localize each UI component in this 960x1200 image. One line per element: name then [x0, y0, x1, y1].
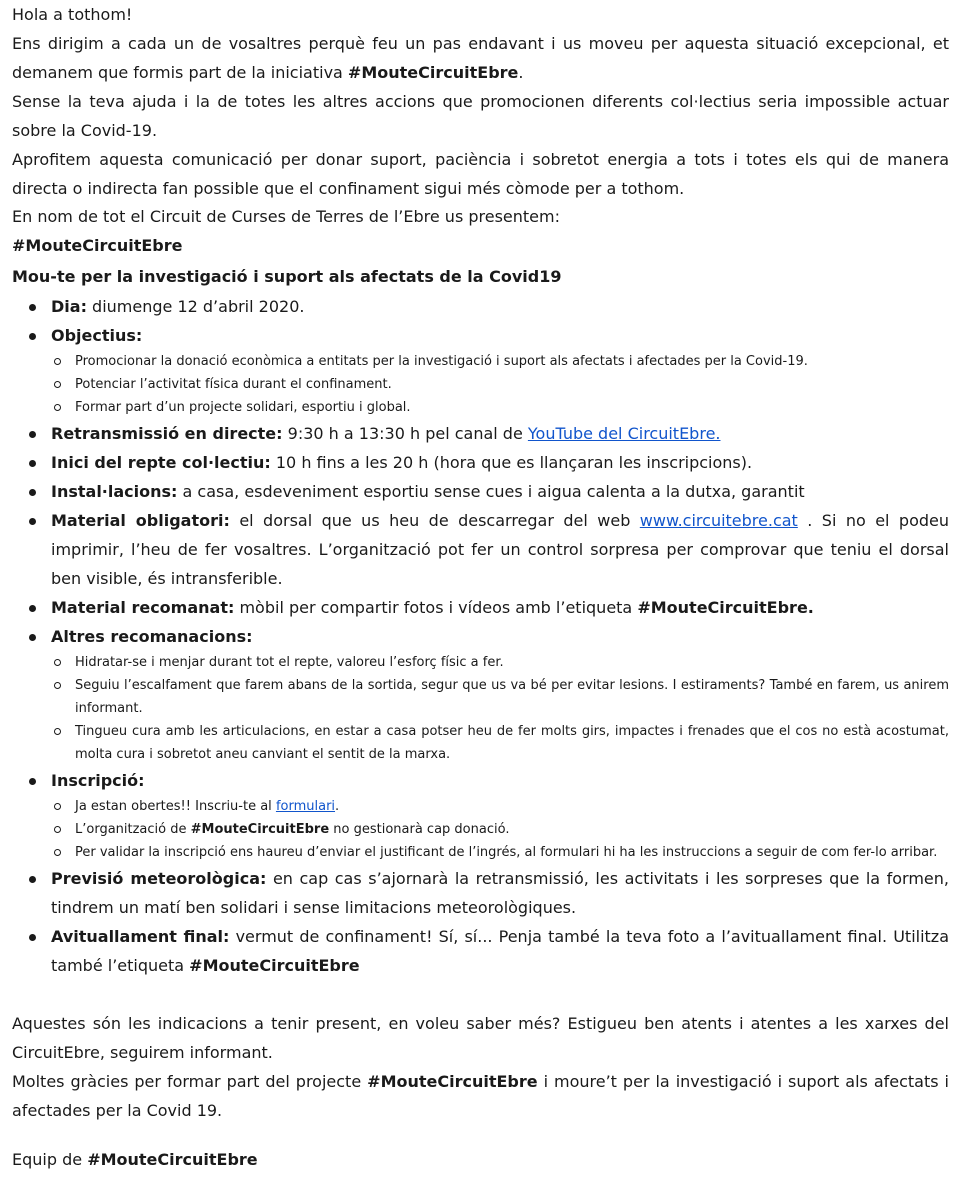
hashtag: #MouteCircuitEbre: [367, 1072, 538, 1091]
support-paragraph: Aprofitem aquesta comunicació per donar suport, paciència i sobretot energia a tots i totes els qui de manera directa o indirecta fan possible que el confinament sigui més còmode per a tothom.: [12, 150, 949, 198]
hashtag: #MouteCircuitEbre: [87, 1150, 258, 1169]
bullet-icon: [29, 634, 36, 641]
item-label: Inscripció:: [51, 771, 145, 790]
sub-item: Hidratar-se i menjar durant tot el repte, valoreu l’esforç físic a fer.: [51, 651, 949, 674]
intro-paragraph: [12, 29, 949, 87]
list-item-objectius: [12, 321, 949, 419]
bullet-icon: [29, 333, 36, 340]
bullet-icon: [29, 518, 36, 525]
objectius-sublist: [51, 350, 949, 419]
list-item-avituallament: [12, 922, 949, 980]
hashtag: #MouteCircuitEbre: [347, 63, 519, 82]
thanks-paragraph: Moltes gràcies per formar part del projecte #MouteCircuitEbre i moure’t per la investigació i suport als afectats i afectades per la Covid 19.: [12, 1072, 950, 1120]
item-text: vermut de confinament! Sí, sí... Penja també la teva foto a l’avituallament final. Utilitza també l’etiqueta: [51, 927, 950, 975]
heading-subtitle: Mou-te per la investigació i suport als afectats de la Covid19: [12, 267, 562, 286]
sub-item: L’organització de #MouteCircuitEbre no gestionarà cap donació.: [51, 818, 949, 841]
hashtag: #MouteCircuitEbre: [190, 822, 330, 837]
youtube-link[interactable]: YouTube del CircuitEbre.: [527, 424, 721, 443]
bullet-icon: [29, 304, 36, 311]
list-item-altres: [12, 622, 949, 766]
item-label: Retransmissió en directe:: [51, 424, 283, 443]
list-item-dia: [12, 292, 949, 321]
item-label: Previsió meteorològica:: [51, 869, 267, 888]
help-paragraph: Sense la teva ajuda i la de totes les altres accions que promocionen diferents col·lectius seria impossible actuar sobre la Covid-19.: [12, 92, 949, 140]
sub-item: Promocionar la donació econòmica a entitats per la investigació i suport als afectats i afectades per la Covid-19.: [51, 350, 949, 373]
bullet-icon: [29, 431, 36, 438]
item-label: Instal·lacions:: [51, 482, 178, 501]
sub-item: Tingueu cura amb les articulacions, en estar a casa potser heu de fer molts girs, impactes i frenades que el cos no està acostumat, molta cura i sobretot aneu canviant el sentit de la marxa.: [51, 720, 949, 766]
website-link[interactable]: www.circuitebre.cat: [639, 511, 798, 530]
item-text: 9:30 h a 13:30 h pel canal de: [282, 424, 528, 443]
intro-end: .: [518, 63, 524, 82]
list-item-previsio: [12, 864, 949, 922]
sub-item: Seguiu l’escalfament que farem abans de la sortida, segur que us va bé per evitar lesions. I estiraments? També en farem, us anirem informant.: [51, 674, 949, 720]
item-text: a casa, esdeveniment esportiu sense cues i aigua calenta a la dutxa, garantit: [177, 482, 805, 501]
circle-bullet-icon: [54, 659, 61, 666]
bullet-icon: [29, 489, 36, 496]
item-label: Material recomanat:: [51, 598, 235, 617]
bullet-icon: [29, 605, 36, 612]
circle-bullet-icon: [54, 728, 61, 735]
item-label: Material obligatori:: [51, 511, 230, 530]
signature: Equip de #MouteCircuitEbre: [12, 1150, 258, 1169]
bullet-icon: [29, 460, 36, 467]
item-text: diumenge 12 d’abril 2020.: [86, 297, 305, 316]
item-label: Inici del repte col·lectiu:: [51, 453, 271, 472]
outro-paragraph: Aquestes són les indicacions a tenir present, en voleu saber més? Estigueu ben atents i atentes a les xarxes del CircuitEbre, seguirem informant.: [12, 1014, 949, 1062]
greeting: Hola a tothom!: [12, 5, 133, 24]
intro-text: Ens dirigim a cada un de vosaltres perquè feu un pas endavant i us moveu per aquesta situació excepcional, et demanem que formis part de la iniciativa: [12, 34, 949, 82]
item-text: el dorsal que us heu de descarregar del web: [229, 511, 640, 530]
details-list: [12, 292, 949, 980]
list-item-material-recomanat: [12, 593, 949, 622]
circle-bullet-icon: [54, 682, 61, 689]
circle-bullet-icon: [54, 803, 61, 810]
sub-item: Ja estan obertes!! Inscriu-te al formulari.: [51, 795, 949, 818]
heading-hashtag: #MouteCircuitEbre: [12, 236, 183, 255]
item-label: Objectius:: [51, 326, 143, 345]
item-text: mòbil per compartir fotos i vídeos amb l’etiqueta: [234, 598, 638, 617]
circle-bullet-icon: [54, 381, 61, 388]
spacer: [12, 1125, 949, 1145]
spacer: [12, 980, 949, 1009]
list-item-retransmissio: [12, 419, 949, 448]
bullet-icon: [29, 778, 36, 785]
item-label: Dia:: [51, 297, 87, 316]
present-paragraph: En nom de tot el Circuit de Curses de Terres de l’Ebre us presentem:: [12, 207, 560, 226]
list-item-material-obligatori: [12, 506, 949, 593]
altres-sublist: [51, 651, 949, 766]
item-label: Altres recomanacions:: [51, 627, 253, 646]
hashtag: #MouteCircuitEbre: [189, 956, 360, 975]
circle-bullet-icon: [54, 826, 61, 833]
inscripcio-sublist: [51, 795, 949, 864]
form-link[interactable]: formulari: [275, 799, 336, 814]
sub-item: Per validar la inscripció ens haureu d’enviar el justificant de l’ingrés, al formulari hi ha les instruccions a seguir de com fer-lo arribar.: [51, 841, 949, 864]
list-item-inici: [12, 448, 949, 477]
circle-bullet-icon: [54, 358, 61, 365]
item-text: en cap cas s’ajornarà la retransmissió, les activitats i les sorpreses que la formen, tindrem un matí ben solidari i sense limitacions meteorològiques.: [51, 869, 949, 917]
sub-item: Formar part d’un projecte solidari, esportiu i global.: [51, 396, 949, 419]
circle-bullet-icon: [54, 404, 61, 411]
bullet-icon: [29, 934, 36, 941]
list-item-installacions: [12, 477, 949, 506]
circle-bullet-icon: [54, 849, 61, 856]
sub-item: Potenciar l’activitat física durant el confinament.: [51, 373, 949, 396]
bullet-icon: [29, 876, 36, 883]
item-text-2: . Si no el podeu imprimir, l’heu de fer vosaltres. L’organització pot fer un control sorpresa per comprovar que teniu el dorsal ben visible, és intransferible.: [51, 511, 950, 588]
item-label: Avituallament final:: [51, 927, 230, 946]
list-item-inscripcio: [12, 766, 949, 864]
hashtag: #MouteCircuitEbre.: [637, 598, 814, 617]
item-text: 10 h fins a les 20 h (hora que es llançaran les inscripcions).: [270, 453, 753, 472]
